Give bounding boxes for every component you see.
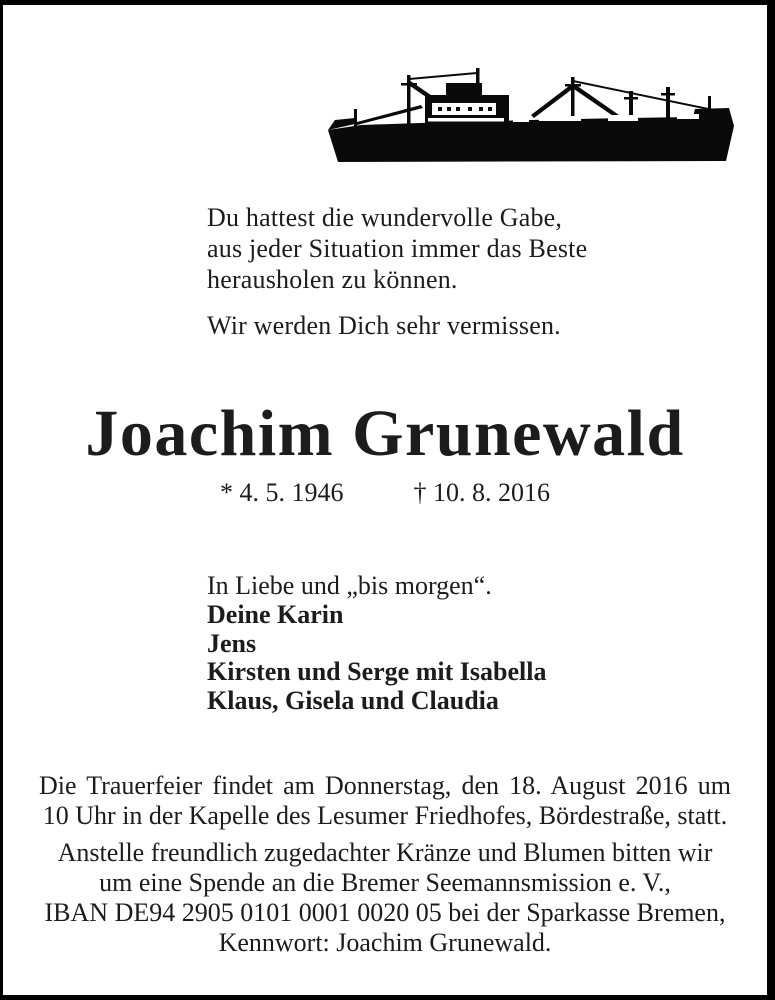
life-dates	[3, 478, 767, 508]
funeral-line: 10 Uhr in der Kapelle des Lesumer Friedhofes, Bördestraße, statt.	[42, 801, 728, 830]
mourners-list	[207, 601, 546, 715]
funeral-line: Die Trauerfeier findet am Donnerstag, den 18. August 2016 um	[39, 771, 731, 800]
epitaph-line: Du hattest die wundervolle Gabe,	[207, 203, 563, 232]
donation-info	[3, 838, 767, 958]
epitaph-line: herausholen zu können.	[207, 265, 458, 294]
epitaph-line: aus jeder Situation immer das Beste	[207, 234, 588, 263]
mourner-line: Jens	[207, 628, 257, 658]
deceased-name: Joachim Grunewald	[85, 397, 685, 470]
farewell-text: In Liebe und „bis morgen“.	[207, 571, 492, 600]
funeral-info	[39, 771, 731, 831]
donation-line: Anstelle freundlich zugedachter Kränze und Blumen bitten wir	[57, 838, 713, 867]
mourner-line: Kirsten und Serge mit Isabella	[207, 657, 547, 686]
epitaph-farewell-line: Wir werden Dich sehr vermissen.	[207, 311, 561, 340]
mourner-line: Klaus, Gisela und Claudia	[207, 685, 499, 715]
donation-line: Kennwort: Joachim Grunewald.	[218, 928, 552, 957]
epitaph-text	[207, 202, 587, 341]
donation-line: IBAN DE94 2905 0101 0001 0020 05 bei der Sparkasse Bremen,	[44, 898, 726, 927]
death-date: † 10. 8. 2016	[413, 478, 550, 507]
birth-date: * 4. 5. 1946	[220, 478, 344, 507]
donation-line: um eine Spende an die Bremer Seemannsmission e. V.,	[99, 868, 671, 897]
cargo-ship-icon	[325, 68, 737, 165]
mourner-line: Deine Karin	[207, 600, 344, 629]
